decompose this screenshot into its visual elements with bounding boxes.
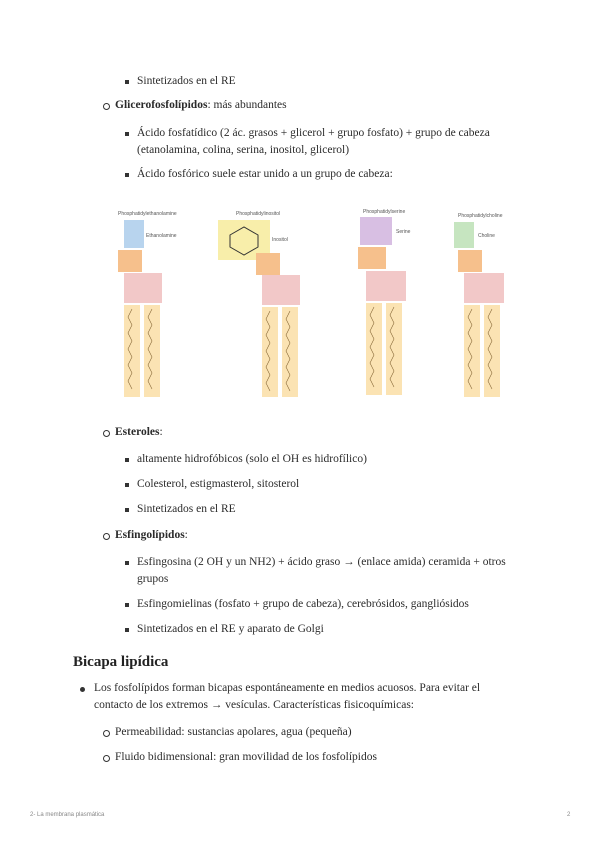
list-bullet: [103, 103, 110, 110]
term: Esteroles: [115, 426, 160, 438]
figure-side-label: Inositol: [272, 237, 288, 243]
term: Glicerofosfolípidos: [115, 99, 208, 111]
list-bullet: [125, 603, 129, 607]
figure-label: Phosphatidylcholine: [458, 213, 503, 219]
glycerol-block: [262, 275, 300, 305]
footer-title: 2- La membrana plasmática: [30, 812, 105, 818]
list-bullet: [125, 80, 129, 84]
list-item-cont: contacto de los extremos → vesículas. Características fisicoquímicas:: [94, 699, 414, 711]
list-item-cont: grupos: [137, 573, 169, 585]
tail-block: [464, 305, 480, 397]
tail-block: [262, 307, 278, 397]
phosphate-block: [118, 250, 142, 272]
list-bullet: [125, 173, 129, 177]
list-item-esteroles: Esteroles:: [115, 426, 163, 438]
phospholipid-diagram: [118, 205, 508, 405]
term: Esfingolípidos: [115, 529, 185, 541]
phospholipid-figure: [118, 205, 508, 405]
list-item: Fluido bidimensional: gran movilidad de los fosfolípidos: [115, 751, 377, 763]
list-bullet: [80, 687, 85, 692]
list-item: Esfingomielinas (fosfato + grupo de cabeza), cerebrósidos, gangliósidos: [137, 598, 469, 610]
tail-block: [386, 303, 402, 395]
list-bullet: [125, 561, 129, 565]
list-item: Permeabilidad: sustancias apolares, agua (pequeña): [115, 726, 352, 738]
list-item: altamente hidrofóbicos (solo el OH es hidrofílico): [137, 453, 367, 465]
list-item-glicero: Glicerofosfolípidos: más abundantes: [115, 99, 287, 111]
list-item-cont: (etanolamina, colina, serina, inositol, glicerol): [137, 144, 350, 156]
list-item: Los fosfolípidos forman bicapas espontáneamente en medios acuosos. Para evitar el: [94, 682, 481, 694]
phosphate-block: [256, 253, 280, 275]
list-item: Ácido fosfórico suele estar unido a un grupo de cabeza:: [137, 168, 393, 180]
section-heading: Bicapa lipídica: [73, 654, 169, 670]
figure-side-label: Choline: [478, 233, 495, 239]
tail-block: [484, 305, 500, 397]
figure-side-label: Serine: [396, 229, 411, 235]
list-bullet: [125, 508, 129, 512]
phosphate-block: [458, 250, 482, 272]
list-bullet: [103, 533, 110, 540]
glycerol-block: [366, 271, 406, 301]
head-group-block: [360, 217, 392, 245]
list-item: Ácido fosfatídico (2 ác. grasos + glicerol + grupo fosfato) + grupo de cabeza: [137, 127, 490, 139]
list-bullet: [125, 483, 129, 487]
fatty-acid-chains: [128, 307, 492, 391]
list-bullet: [103, 430, 110, 437]
list-item: Sintetizados en el RE: [137, 503, 236, 515]
tail-block: [366, 303, 382, 395]
glycerol-block: [464, 273, 504, 303]
list-bullet: [103, 755, 110, 762]
list-bullet: [125, 458, 129, 462]
list-bullet: [103, 730, 110, 737]
list-item: Sintetizados en el RE: [137, 75, 236, 87]
tail-block: [124, 305, 140, 397]
list-item: Esfingosina (2 OH y un NH2) + ácido graso → (enlace amida) ceramida + otros: [137, 556, 506, 568]
tail-block: [282, 307, 298, 397]
list-bullet: [125, 628, 129, 632]
head-group-block: [124, 220, 144, 248]
page-number: 2: [567, 812, 571, 818]
glycerol-block: [124, 273, 162, 303]
list-item: Sintetizados en el RE y aparato de Golgi: [137, 623, 324, 635]
list-item-esfingo: Esfingolípidos:: [115, 529, 188, 541]
head-group-block: [454, 222, 474, 248]
list-bullet: [125, 132, 129, 136]
tail-block: [144, 305, 160, 397]
figure-label: Phosphatidylinositol: [236, 211, 281, 217]
list-item: Colesterol, estigmasterol, sitosterol: [137, 478, 300, 490]
figure-label: Phosphatidylethanolamine: [118, 211, 177, 217]
figure-side-label: Ethanolamine: [146, 233, 177, 239]
figure-label: Phosphatidylserine: [363, 209, 406, 215]
phosphate-block: [358, 247, 386, 269]
